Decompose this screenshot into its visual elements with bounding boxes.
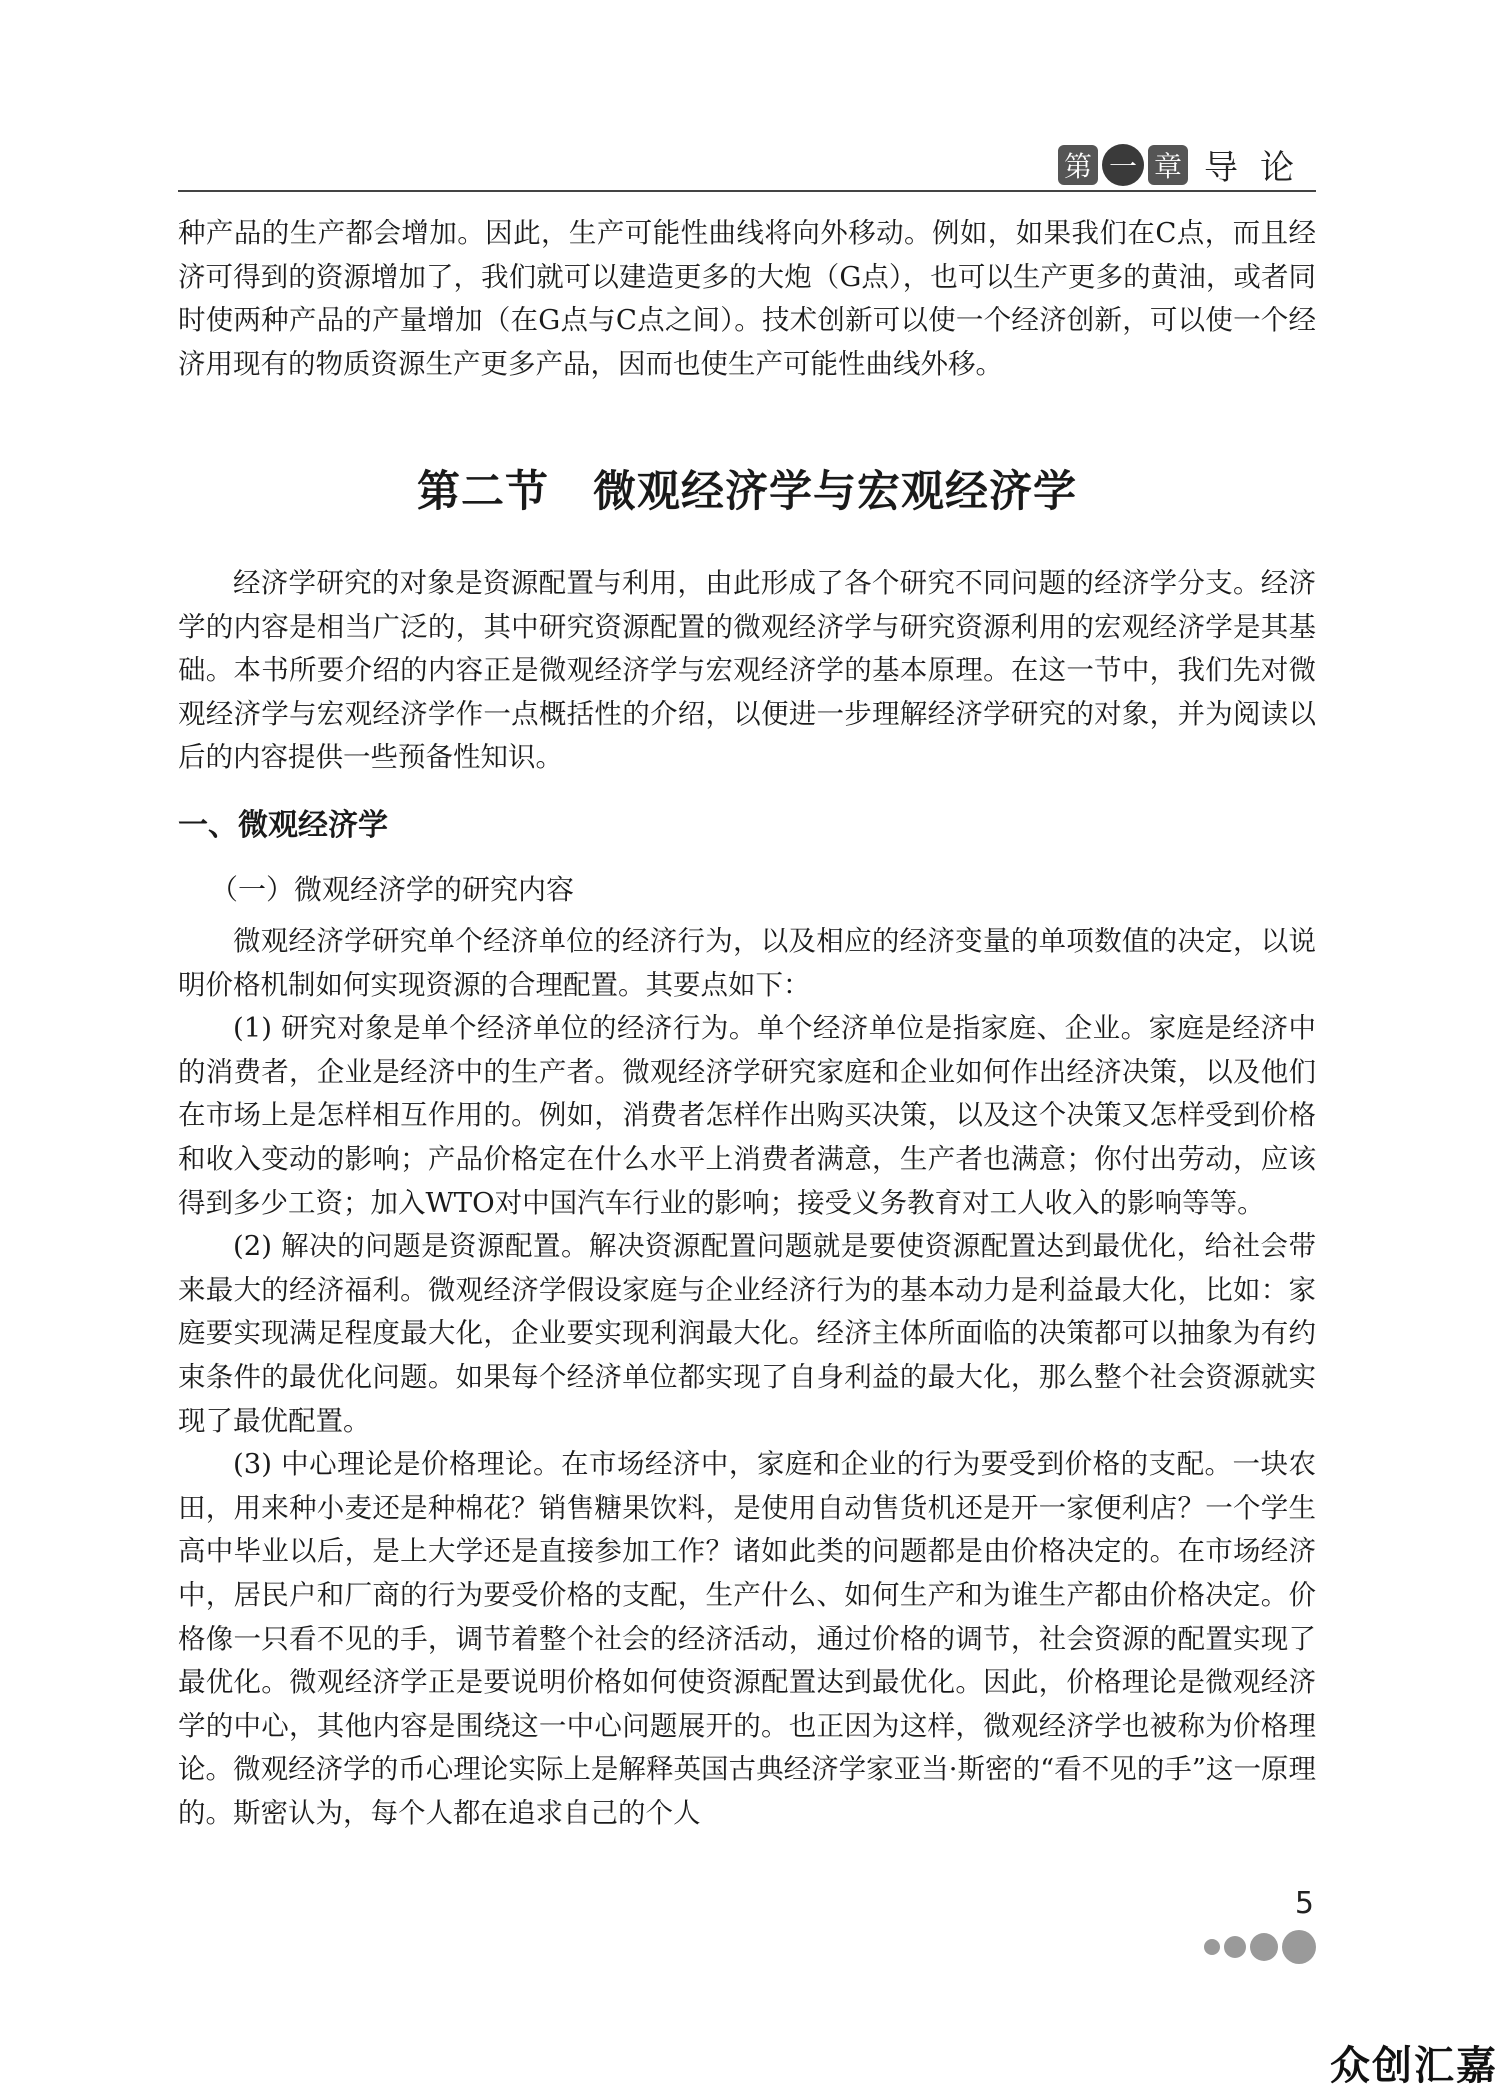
ornament-dot xyxy=(1250,1933,1278,1961)
heading-microeconomics: 一、微观经济学 xyxy=(178,808,388,843)
chapter-title: 导论 xyxy=(1204,148,1316,188)
chapter-number: 一 xyxy=(1102,144,1144,186)
body-paragraph: 微观经济学研究单个经济单位的经济行为，以及相应的经济变量的单项数值的决定，以说明价格机制如何实现资源的合理配置。其要点如下： xyxy=(178,925,1316,1001)
heading-research-content: （一）微观经济学的研究内容 xyxy=(210,873,575,906)
page-dots-ornament xyxy=(1204,1930,1316,1964)
top-paragraph-block xyxy=(178,212,1316,386)
chapter-mark xyxy=(1056,140,1316,189)
header-rule xyxy=(178,190,1316,192)
top-paragraph: 种产品的生产都会增加。因此，生产可能性曲线将向外移动。例如，如果我们在C点，而且经济可得到的资源增加了，我们就可以建造更多的大炮（G点），也可以生产更多的黄油，或者同时使两种产品的产量增加（在G点与C点之间）。技术创新可以使一个经济创新，可以使一个经济用现有的物质资源生产更多产品，因而也使生产可能性曲线外移。 xyxy=(178,217,1316,380)
body-paragraph: (3) 中心理论是价格理论。在市场经济中，家庭和企业的行为要受到价格的支配。一块农田，用来种小麦还是种棉花？销售糖果饮料，是使用自动售货机还是开一家便利店？一个学生高中毕业以后，是上大学还是直接参加工作？诸如此类的问题都是由价格决定的。在市场经济中，居民户和厂商的行为要受价格的支配，生产什么、如何生产和为谁生产都由价格决定。价格像一只看不见的手，调节着整个社会的经济活动，通过价格的调节，社会资源的配置实现了最优化。微观经济学正是要说明价格如何使资源配置达到最优化。因此，价格理论是微观经济学的中心，其他内容是围绕这一中心问题展开的。也正因为这样，微观经济学也被称为价格理论。微观经济学的币心理论实际上是解释英国古典经济学家亚当·斯密的“看不见的手”这一原理的。斯密认为，每个人都在追求自己的个人 xyxy=(178,1448,1316,1829)
watermark: 众创汇嘉 xyxy=(1330,2043,1498,2089)
intro-paragraph-block xyxy=(178,562,1316,780)
ornament-dot xyxy=(1224,1936,1246,1958)
ornament-dot xyxy=(1204,1939,1220,1955)
section-title: 第二节 微观经济学与宏观经济学 xyxy=(417,467,1077,517)
chapter-prefix: 第 xyxy=(1058,145,1098,185)
page-number: 5 xyxy=(1294,1886,1314,1921)
body-block xyxy=(178,920,1316,1835)
intro-paragraph: 经济学研究的对象是资源配置与利用，由此形成了各个研究不同问题的经济学分支。经济学的内容是相当广泛的，其中研究资源配置的微观经济学与研究资源利用的宏观经济学是其基础。本书所要介绍的内容正是微观经济学与宏观经济学的基本原理。在这一节中，我们先对微观经济学与宏观经济学作一点概括性的介绍，以便进一步理解经济学研究的对象，并为阅读以后的内容提供一些预备性知识。 xyxy=(178,567,1316,774)
chapter-suffix: 章 xyxy=(1148,145,1188,185)
body-paragraph: (2) 解决的问题是资源配置。解决资源配置问题就是要使资源配置达到最优化，给社会带来最大的经济福利。微观经济学假设家庭与企业经济行为的基本动力是利益最大化，比如：家庭要实现满足程度最大化，企业要实现利润最大化。经济主体所面临的决策都可以抽象为有约束条件的最优化问题。如果每个经济单位都实现了自身利益的最大化，那么整个社会资源就实现了最优配置。 xyxy=(178,1230,1316,1437)
body-paragraph: (1) 研究对象是单个经济单位的经济行为。单个经济单位是指家庭、企业。家庭是经济中的消费者，企业是经济中的生产者。微观经济学研究家庭和企业如何作出经济决策，以及他们在市场上是怎样相互作用的。例如，消费者怎样作出购买决策，以及这个决策又怎样受到价格和收入变动的影响；产品价格定在什么水平上消费者满意，生产者也满意；你付出劳动，应该得到多少工资；加入WTO对中国汽车行业的影响；接受义务教育对工人收入的影响等等。 xyxy=(178,1012,1316,1219)
running-header xyxy=(178,140,1316,188)
ornament-dot xyxy=(1282,1930,1316,1964)
